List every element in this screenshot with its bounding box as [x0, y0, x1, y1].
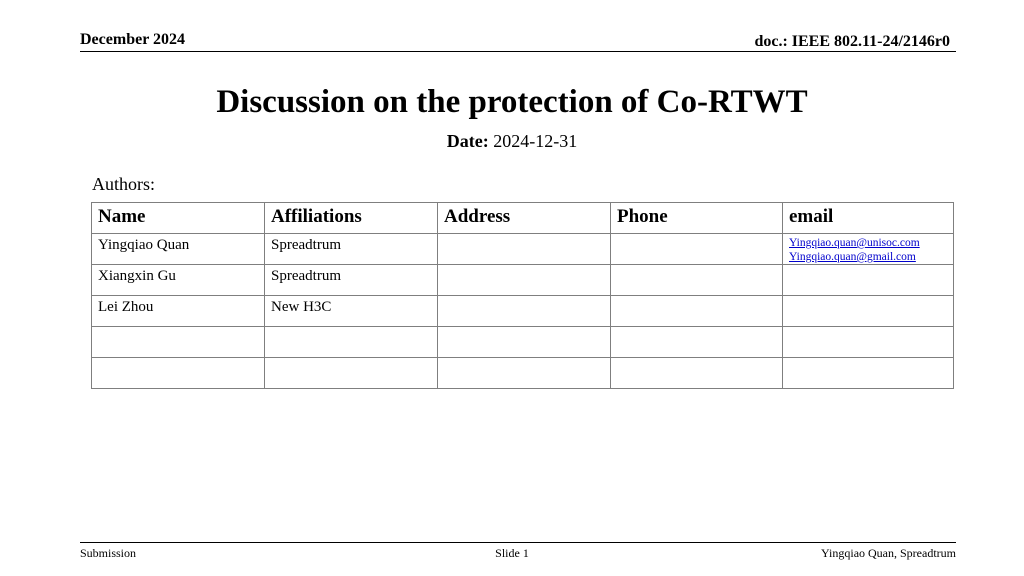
date-value: 2024-12-31 — [493, 131, 578, 151]
authors-table-body — [92, 234, 954, 389]
author-phone-cell — [611, 234, 783, 265]
slide-date — [0, 131, 1024, 152]
authors-label: Authors: — [92, 174, 155, 194]
author-address-cell — [438, 265, 611, 296]
author-name-cell: Lei Zhou — [92, 296, 265, 327]
authors-table — [91, 202, 954, 389]
author-address-cell — [438, 358, 611, 389]
author-email-cell — [783, 234, 954, 265]
author-address-cell — [438, 296, 611, 327]
author-email-cell — [783, 296, 954, 327]
date-label: Date: — [446, 131, 489, 151]
author-phone-cell — [611, 327, 783, 358]
header-email: email — [783, 203, 954, 234]
footer-submission: Submission — [80, 546, 137, 560]
table-row — [92, 234, 954, 265]
header-affiliations: Affiliations — [265, 203, 438, 234]
table-header-row — [92, 203, 954, 234]
author-email-cell — [783, 327, 954, 358]
header-name: Name — [92, 203, 265, 234]
footer-slide-number: Slide 1 — [495, 546, 529, 560]
footer-divider — [80, 542, 956, 543]
email-link[interactable]: Yingqiao.quan@unisoc.com — [789, 237, 920, 249]
author-affiliation-cell: Spreadtrum — [265, 265, 438, 296]
footer-author: Yingqiao Quan, Spreadtrum — [821, 546, 956, 560]
author-name-cell: Yingqiao Quan — [92, 234, 265, 265]
header-divider — [80, 51, 956, 52]
author-phone-cell — [611, 358, 783, 389]
author-address-cell — [438, 234, 611, 265]
header-address: Address — [438, 203, 611, 234]
table-row — [92, 358, 954, 389]
author-phone-cell — [611, 296, 783, 327]
table-row — [92, 296, 954, 327]
author-address-cell — [438, 327, 611, 358]
author-name-cell: Xiangxin Gu — [92, 265, 265, 296]
author-email-cell — [783, 358, 954, 389]
slide-title: Discussion on the protection of Co-RTWT — [216, 84, 808, 120]
header-phone: Phone — [611, 203, 783, 234]
header-date: December 2024 — [80, 31, 185, 48]
table-row — [92, 265, 954, 296]
table-row — [92, 327, 954, 358]
author-affiliation-cell: New H3C — [265, 296, 438, 327]
email-link[interactable]: Yingqiao.quan@gmail.com — [789, 251, 916, 263]
author-phone-cell — [611, 265, 783, 296]
header-doc-id: doc.: IEEE 802.11-24/2146r0 — [754, 33, 950, 50]
author-name-cell — [92, 358, 265, 389]
author-name-cell — [92, 327, 265, 358]
author-email-cell — [783, 265, 954, 296]
author-affiliation-cell — [265, 358, 438, 389]
author-affiliation-cell — [265, 327, 438, 358]
author-affiliation-cell: Spreadtrum — [265, 234, 438, 265]
